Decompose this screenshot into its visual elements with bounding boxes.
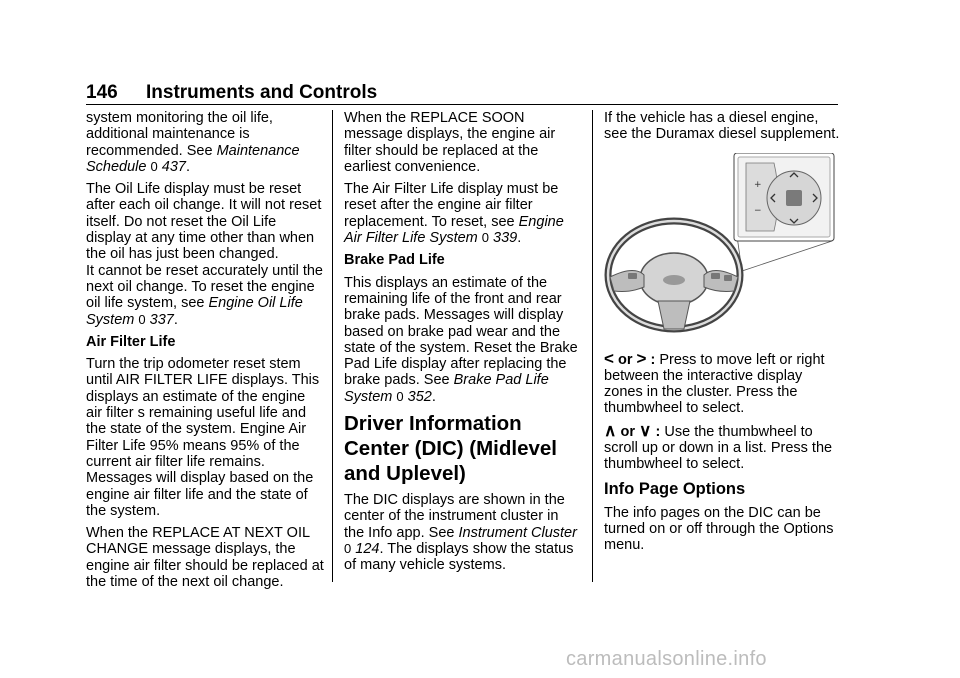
cross-reference-link[interactable]: Maintenance Schedule — [86, 142, 300, 175]
page-header — [86, 78, 838, 104]
page-ref: 337 — [149, 311, 174, 328]
switch-panel-inset — [734, 153, 834, 241]
heading-dic: Driver Information Center (DIC) (Midlevel and Uplevel) — [344, 412, 557, 486]
page-ref: 437 — [161, 158, 186, 175]
svg-text:+: + — [754, 179, 762, 190]
paragraph: The DIC displays are shown in the center of the instrument cluster in the Info app. See Instrument Cluster 0 124. The displays show the status of many vehicle systems. — [344, 492, 577, 574]
steering-wheel — [608, 221, 740, 329]
chevron-down-icon: ∨ — [639, 420, 652, 440]
paragraph: Turn the trip odometer reset stem until AIR FILTER LIFE displays. This displays an estimate of the engine air filter s remaining useful life and the state of the system. Engine Air Filter Life 95% means 95% of the current air filter life remains. Messages will display based on the engine air filter life and the state of the system. — [86, 356, 320, 519]
chevron-right-icon: > — [636, 348, 647, 368]
steering-wheel-controls-illustration — [604, 153, 840, 343]
paragraph: When the REPLACE AT NEXT OIL CHANGE message displays, the engine air filter should be replaced at the time of the next oil change. — [86, 525, 324, 591]
paragraph: When the REPLACE SOON message displays, the engine air filter should be replaced at the earliest convenience. — [344, 110, 556, 175]
paragraph: This displays an estimate of the remaining life of the front and rear brake pads. Messages will display based on brake pad wear and the state of the system. Reset the Brake Pad Life display after replacing the brake pads. See Brake Pad Life System 0 352. — [344, 274, 578, 405]
cross-reference-link[interactable]: Brake Pad Life System — [344, 372, 549, 405]
column-middle — [344, 110, 580, 580]
page-ref-icon: 0 — [396, 388, 404, 404]
svg-text:−: − — [754, 205, 762, 216]
page-ref-icon: 0 — [150, 158, 158, 174]
page-ref-icon: 0 — [344, 540, 352, 556]
paragraph: The Air Filter Life display must be reset after the engine air filter replacement. To reset, see Engine Air Filter Life System 0 339. — [344, 181, 564, 247]
page-ref-icon: 0 — [138, 311, 146, 327]
page-number: 146 — [86, 82, 118, 103]
column-divider — [332, 110, 333, 582]
cross-reference-link[interactable]: Engine Air Filter Life System — [344, 213, 564, 247]
chevron-up-icon: ∧ — [604, 420, 617, 440]
section-title: Instruments and Controls — [146, 82, 378, 103]
paragraph: The Oil Life display must be reset after each oil change. It will not reset itself. Do not reset the Oil Life display at any time other than when the oil has just been changed. — [86, 181, 322, 263]
page-ref: 352 — [407, 388, 432, 405]
paragraph: The info pages on the DIC can be turned on or off through the Options menu. — [604, 504, 834, 554]
cross-reference-link[interactable]: Engine Oil Life System — [86, 295, 303, 328]
paragraph: It cannot be reset accurately until the next oil change. To reset the engine oil life system, see Engine Oil Life System 0 337. — [86, 262, 323, 328]
page-ref: 124 — [355, 540, 380, 557]
page-ref-icon: 0 — [481, 230, 490, 246]
page-ref: 339 — [493, 230, 518, 247]
column-right — [604, 110, 840, 560]
cross-reference-link[interactable]: Instrument Cluster — [458, 524, 577, 541]
paragraph: system monitoring the oil life, additional maintenance is recommended. See Maintenance Schedule 0 437. — [86, 110, 300, 175]
paragraph: If the vehicle has a diesel engine, see the Duramax diesel supplement. — [604, 110, 840, 143]
paragraph-left-right-controls: < or > : Press to move left or right between the interactive display zones in the cluster. Press the thumbwheel to select. — [604, 348, 825, 417]
subheading-air-filter: Air Filter Life — [86, 333, 176, 350]
heading-info-page-options: Info Page Options — [604, 479, 746, 498]
steering-wheel-diagram — [604, 153, 840, 343]
header-divider — [86, 104, 838, 105]
column-divider — [592, 110, 593, 582]
chevron-left-icon: < — [604, 348, 614, 368]
watermark-text: carmanualsonline.info — [566, 648, 767, 670]
column-left — [86, 110, 324, 596]
subheading-brake-pad: Brake Pad Life — [344, 252, 445, 269]
paragraph-up-down-controls: ∧ or ∨ : Use the thumbwheel to scroll up or down in a list. Press the thumbwheel to select. — [604, 420, 833, 473]
